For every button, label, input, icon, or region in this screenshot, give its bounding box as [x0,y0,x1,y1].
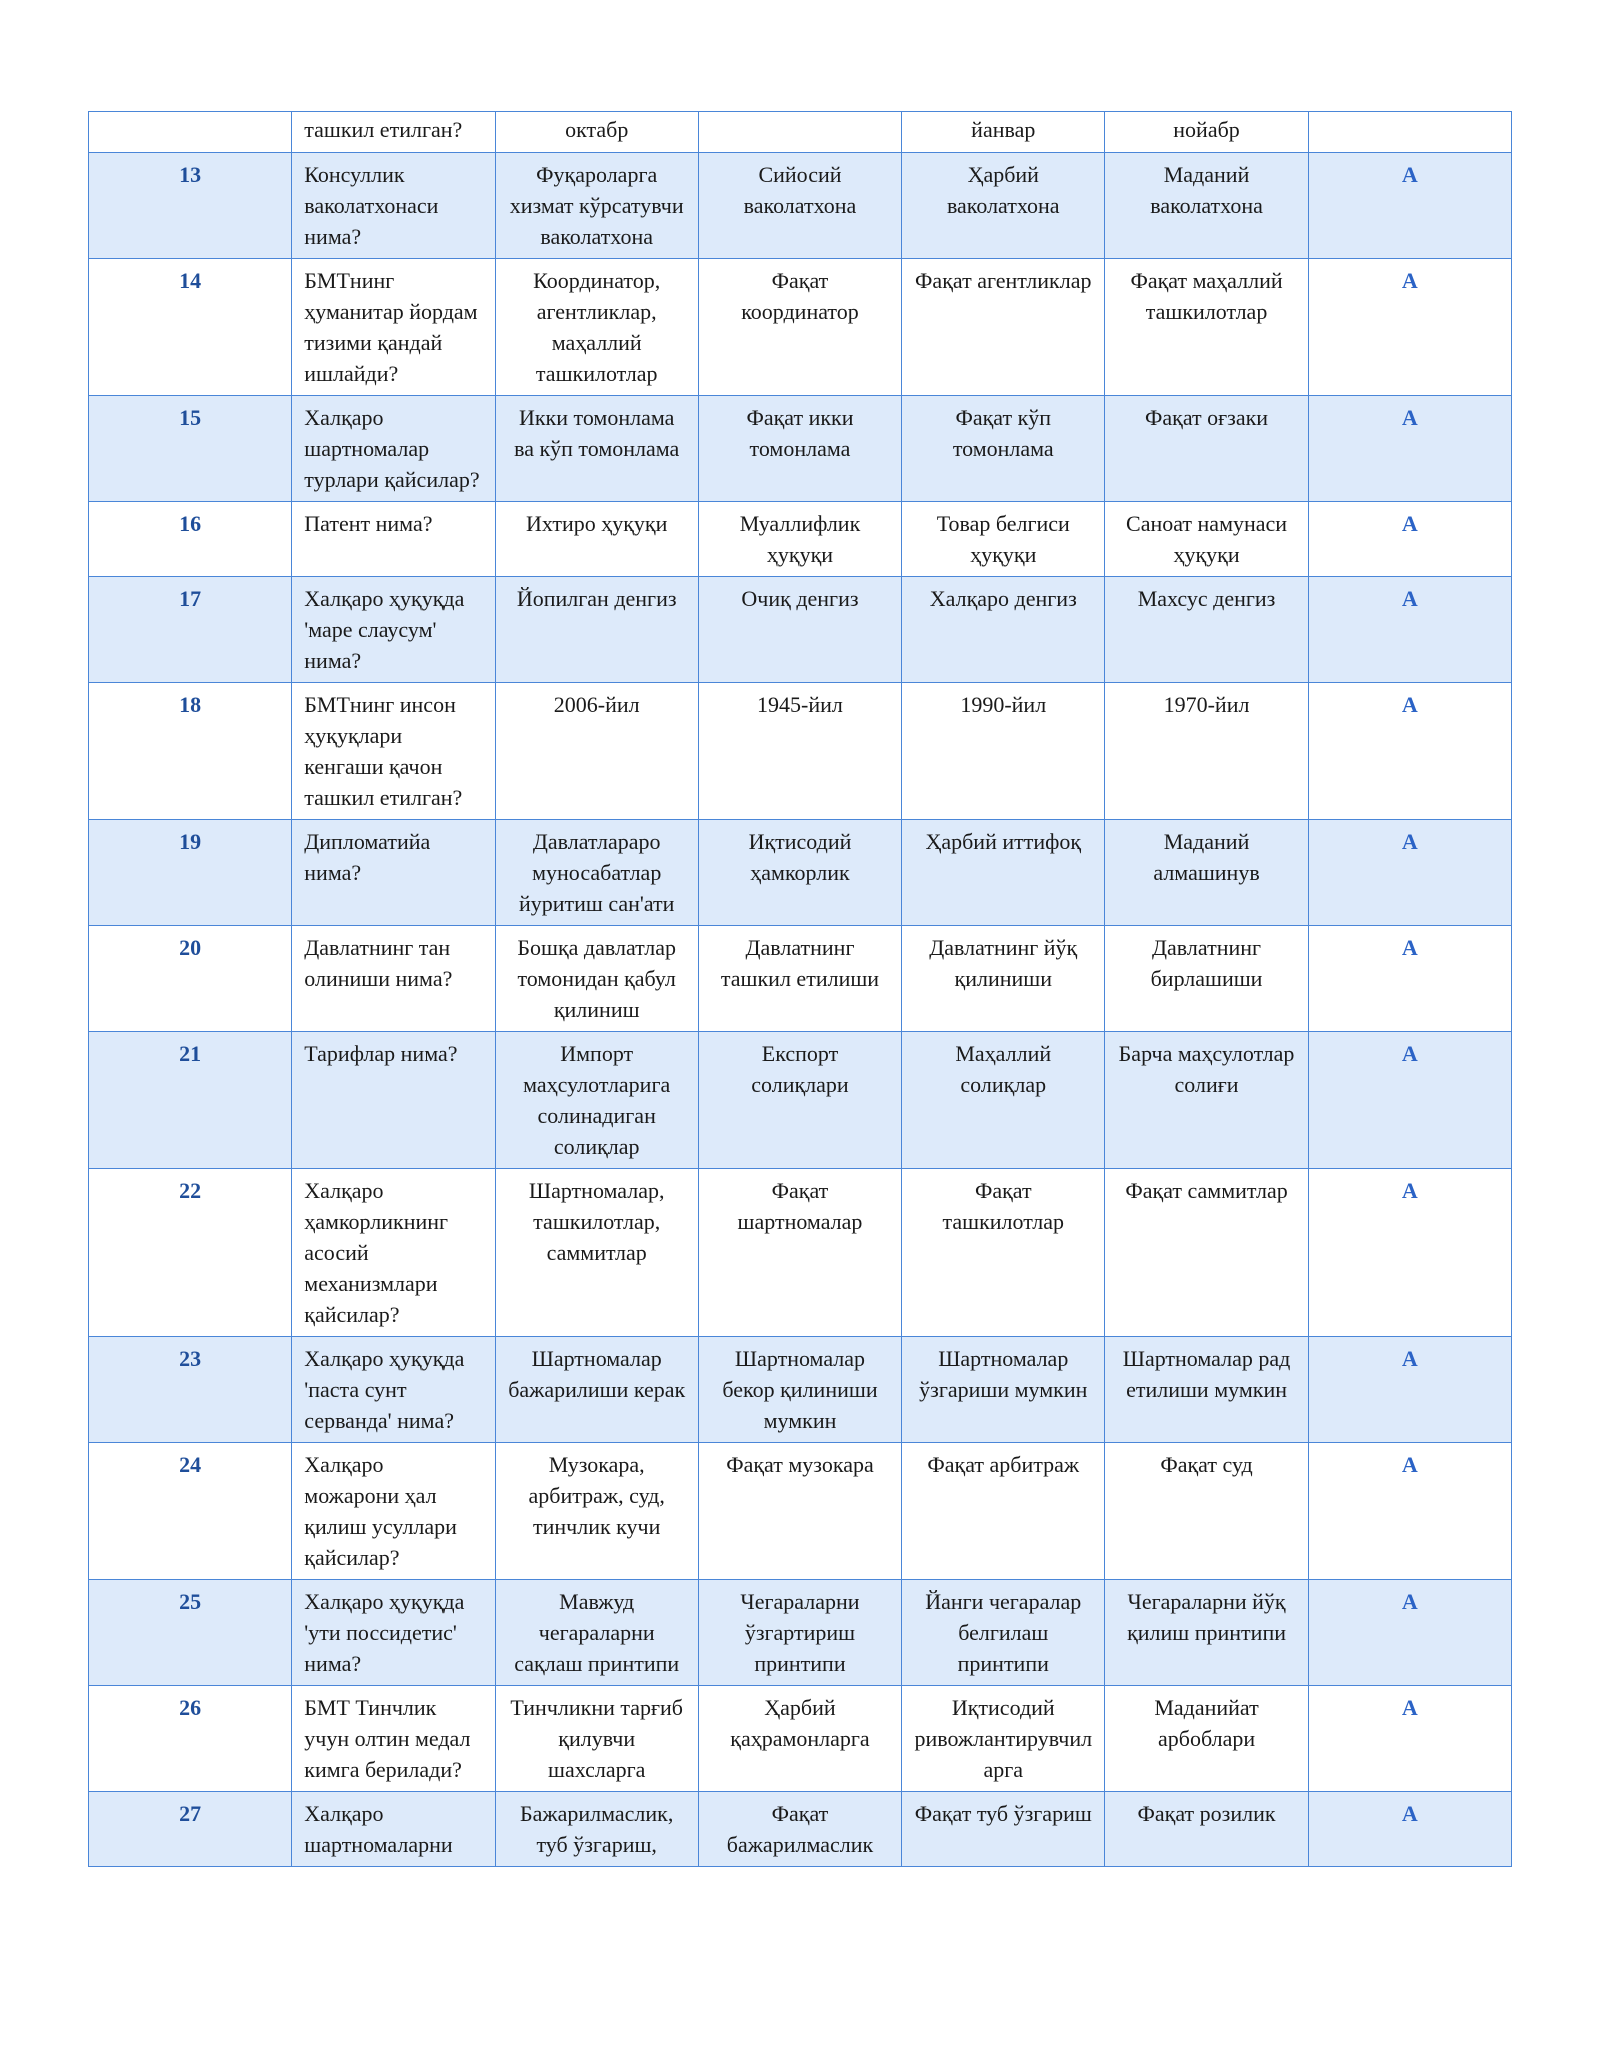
option-b: Очиқ денгиз [698,577,901,683]
question-text: Халқаро шартномаларни [292,1792,495,1867]
table-row [89,683,1512,820]
correct-answer: A [1308,926,1511,1032]
option-d: 1970-йил [1105,683,1308,820]
question-number: 19 [89,820,292,926]
option-c: Халқаро денгиз [902,577,1105,683]
table-row [89,153,1512,259]
option-c: Йанги чегаралар белгилаш принтипи [902,1580,1105,1686]
option-b: Давлатнинг ташкил етилиши [698,926,901,1032]
option-d: Барча маҳсулотлар солиғи [1105,1032,1308,1169]
table-row [89,396,1512,502]
option-c: йанвар [902,112,1105,153]
option-b: Фақат бажарилмаслик [698,1792,901,1867]
question-text: Халқаро ҳамкорликнинг асосий механизмлари қайсилар? [292,1169,495,1337]
question-text: Халқаро можарони ҳал қилиш усуллари қайсилар? [292,1443,495,1580]
option-b: Сийосий ваколатхона [698,153,901,259]
option-c: 1990-йил [902,683,1105,820]
question-text: Тарифлар нима? [292,1032,495,1169]
option-c: Товар белгиси ҳуқуқи [902,502,1105,577]
option-d: Саноат намунаси ҳуқуқи [1105,502,1308,577]
table-row [89,1792,1512,1867]
option-c: Фақат ташкилотлар [902,1169,1105,1337]
option-a: Шартномалар бажарилиши керак [495,1337,698,1443]
correct-answer: A [1308,396,1511,502]
option-c: Ҳарбий ваколатхона [902,153,1105,259]
option-b: Фақат шартномалар [698,1169,901,1337]
option-c: Давлатнинг йўқ қилиниши [902,926,1105,1032]
table-row [89,1580,1512,1686]
table-row [89,820,1512,926]
question-number: 18 [89,683,292,820]
table-row [89,1686,1512,1792]
table-row [89,926,1512,1032]
question-text: БМТнинг инсон ҳуқуқлари кенгаши қачон ташкил етилган? [292,683,495,820]
option-a: Музокара, арбитраж, суд, тинчлик кучи [495,1443,698,1580]
option-d: Маданийат арбоблари [1105,1686,1308,1792]
option-a: Шартномалар, ташкилотлар, саммитлар [495,1169,698,1337]
option-a: Бошқа давлатлар томонидан қабул қилиниш [495,926,698,1032]
option-a: октабр [495,112,698,153]
option-d: Давлатнинг бирлашиши [1105,926,1308,1032]
question-number: 13 [89,153,292,259]
option-c: Шартномалар ўзгариши мумкин [902,1337,1105,1443]
question-text: Давлатнинг тан олиниши нима? [292,926,495,1032]
question-number: 24 [89,1443,292,1580]
correct-answer: A [1308,683,1511,820]
correct-answer: A [1308,502,1511,577]
correct-answer: A [1308,259,1511,396]
option-b: Муаллифлик ҳуқуқи [698,502,901,577]
question-text: Халқаро шартномалар турлари қайсилар? [292,396,495,502]
correct-answer: A [1308,1032,1511,1169]
table-row [89,1443,1512,1580]
question-text: БМТнинг ҳуманитар йордам тизими қандай ишлайди? [292,259,495,396]
option-c: Ҳарбий иттифоқ [902,820,1105,926]
option-d: Шартномалар рад етилиши мумкин [1105,1337,1308,1443]
option-a: Фуқароларга хизмат кўрсатувчи ваколатхона [495,153,698,259]
option-a: Ихтиро ҳуқуқи [495,502,698,577]
option-b: Фақат музокара [698,1443,901,1580]
option-d: Фақат розилик [1105,1792,1308,1867]
option-a: Бажарилмаслик, туб ўзгариш, [495,1792,698,1867]
option-b: Ҳарбий қаҳрамонларга [698,1686,901,1792]
question-text: ташкил етилган? [292,112,495,153]
option-c: Фақат агентликлар [902,259,1105,396]
question-number [89,112,292,153]
question-number: 26 [89,1686,292,1792]
option-a: Импорт маҳсулотларига солинадиган солиқлар [495,1032,698,1169]
table-row [89,1337,1512,1443]
question-text: Дипломатийа нима? [292,820,495,926]
table-row [89,502,1512,577]
option-a: Координатор, агентликлар, маҳаллий ташкилотлар [495,259,698,396]
correct-answer: A [1308,1169,1511,1337]
option-d: Маданий алмашинув [1105,820,1308,926]
option-d: Махсус денгиз [1105,577,1308,683]
correct-answer: A [1308,1580,1511,1686]
option-a: Тинчликни тарғиб қилувчи шахсларга [495,1686,698,1792]
table-row [89,577,1512,683]
option-b: Чегараларни ўзгартириш принтипи [698,1580,901,1686]
option-c: Фақат кўп томонлама [902,396,1105,502]
option-d: нойабр [1105,112,1308,153]
option-b: 1945-йил [698,683,901,820]
table-row [89,1169,1512,1337]
quiz-table [88,111,1512,1867]
correct-answer: A [1308,1686,1511,1792]
question-number: 15 [89,396,292,502]
question-text: Халқаро ҳуқуқда 'маре слаусум' нима? [292,577,495,683]
option-b: Фақат икки томонлама [698,396,901,502]
table-row [89,112,1512,153]
question-number: 20 [89,926,292,1032]
option-a: Давлатлараро муносабатлар йуритиш сан'ати [495,820,698,926]
option-c: Фақат арбитраж [902,1443,1105,1580]
correct-answer: A [1308,577,1511,683]
option-d: Чегараларни йўқ қилиш принтипи [1105,1580,1308,1686]
question-text: Халқаро ҳуқуқда 'ути поссидетис' нима? [292,1580,495,1686]
correct-answer: A [1308,1443,1511,1580]
question-number: 27 [89,1792,292,1867]
option-a: 2006-йил [495,683,698,820]
option-b [698,112,901,153]
question-number: 22 [89,1169,292,1337]
option-d: Фақат маҳаллий ташкилотлар [1105,259,1308,396]
question-number: 25 [89,1580,292,1686]
option-b: Шартномалар бекор қилиниши мумкин [698,1337,901,1443]
table-row [89,259,1512,396]
option-a: Икки томонлама ва кўп томонлама [495,396,698,502]
question-number: 17 [89,577,292,683]
table-row [89,1032,1512,1169]
correct-answer: A [1308,153,1511,259]
document-page [88,111,1512,1867]
option-c: Маҳаллий солиқлар [902,1032,1105,1169]
question-number: 21 [89,1032,292,1169]
question-number: 14 [89,259,292,396]
option-c: Фақат туб ўзгариш [902,1792,1105,1867]
option-d: Фақат суд [1105,1443,1308,1580]
correct-answer: A [1308,1337,1511,1443]
quiz-table-body [89,112,1512,1867]
option-a: Йопилган денгиз [495,577,698,683]
question-text: Халқаро ҳуқуқда 'паста сунт серванда' нима? [292,1337,495,1443]
option-d: Фақат саммитлар [1105,1169,1308,1337]
question-number: 23 [89,1337,292,1443]
question-text: БМТ Тинчлик учун олтин медал кимга берилади? [292,1686,495,1792]
option-a: Мавжуд чегараларни сақлаш принтипи [495,1580,698,1686]
correct-answer [1308,112,1511,153]
option-d: Фақат оғзаки [1105,396,1308,502]
correct-answer: A [1308,820,1511,926]
option-d: Маданий ваколатхона [1105,153,1308,259]
option-b: Експорт солиқлари [698,1032,901,1169]
option-b: Иқтисодий ҳамкорлик [698,820,901,926]
option-c: Иқтисодий ривожлантирувчиларга [902,1686,1105,1792]
question-number: 16 [89,502,292,577]
option-b: Фақат координатор [698,259,901,396]
correct-answer: A [1308,1792,1511,1867]
question-text: Патент нима? [292,502,495,577]
question-text: Консуллик ваколатхонаси нима? [292,153,495,259]
